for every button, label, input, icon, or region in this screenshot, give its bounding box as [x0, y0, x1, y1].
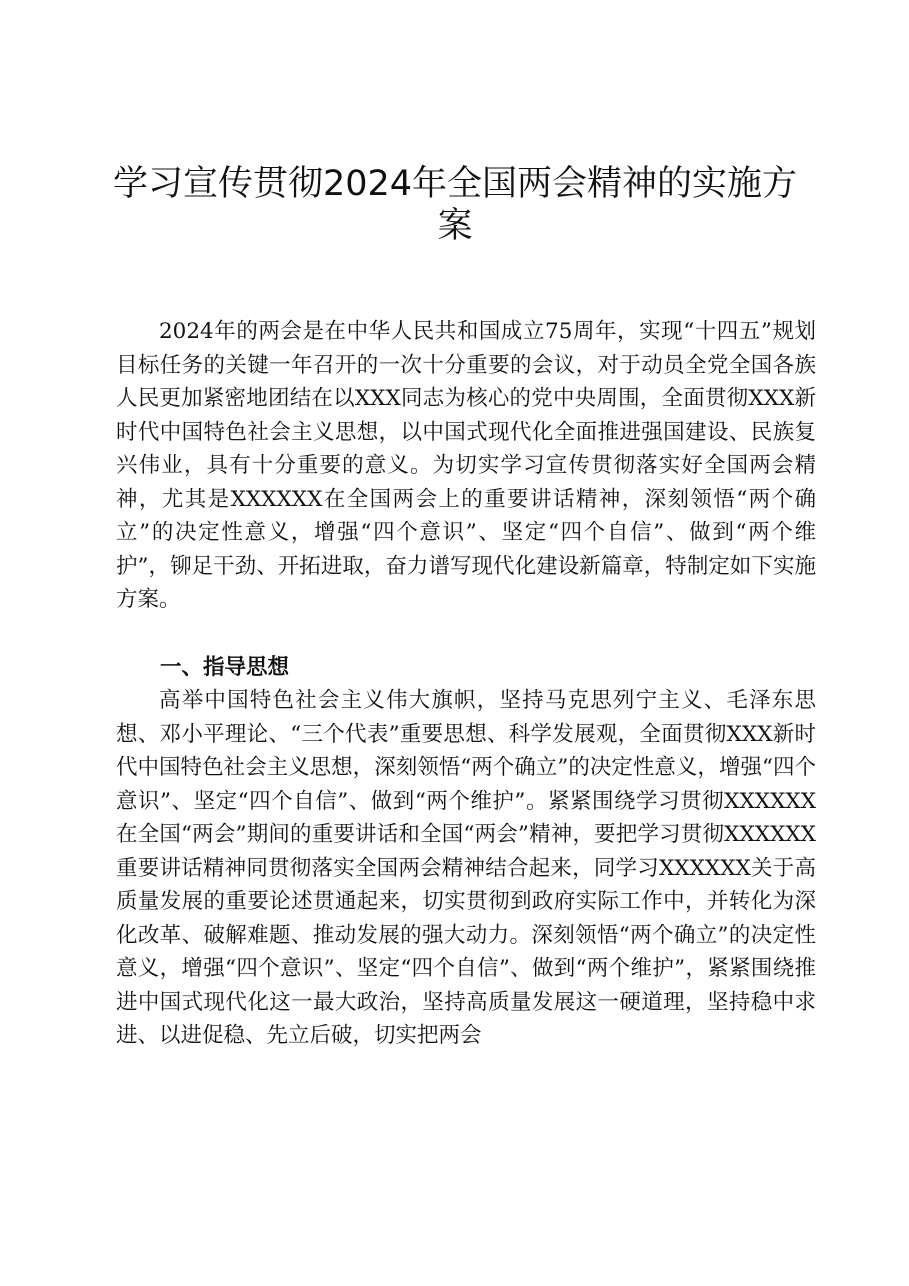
document-title-continued: 案 — [437, 206, 473, 246]
intro-paragraph: 2024年的两会是在中华人民共和国成立75周年，实现“十四五”规划目标任务的关键一年召开的一次十分重要的会议，对于动员全党全国各族人民更加紧密地团结在以XXX同志为核心的党中央周围，全面贯彻XXX新时代中国特色社会主义思想，以中国式现代化全面推进强国建设、民族复兴伟业，具有十分重要的意义。为切实学习宣传贯彻落实好全国两会精神，尤其是XXXXXX在全国两会上的重要讲话精神，深刻领悟“两个确立”的决定性意义，增强“四个意识”、坚定“四个自信”、做到“两个维护”，铆足干劲、开拓进取，奋力谱写现代化建设新篇章，特制定如下实施方案。 — [116, 319, 816, 612]
document-title: 学习宣传贯彻2024年全国两会精神的实施方 — [112, 164, 798, 204]
guiding-ideology-paragraph: 高举中国特色社会主义伟大旗帜，坚持马克思列宁主义、毛泽东思想、邓小平理论、“三个代表”重要思想、科学发展观，全面贯彻XXX新时代中国特色社会主义思想，深刻领悟“两个确立”的决定性意义，增强“四个意识”、坚定“四个自信”、做到“两个维护”。紧紧围绕学习贯彻XXXXXX在全国“两会”期间的重要讲话和全国“两会”精神，要把学习贯彻XXXXXX重要讲话精神同贯彻落实全国两会精神结合起来，同学习XXXXXX关于高质量发展的重要论述贯通起来，切实贯彻到政府实际工作中，并转化为深化改革、破解难题、推动发展的强大动力。深刻领悟“两个确立”的决定性意义，增强“四个意识”、坚定“四个自信”、做到“两个维护”，紧紧围绕推进中国式现代化这一最大政治，坚持高质量发展这一硬道理，坚持稳中求进、以进促稳、先立后破，切实把两会 — [116, 688, 816, 1048]
section-heading-guiding-ideology: 一、指导思想 — [160, 655, 290, 680]
